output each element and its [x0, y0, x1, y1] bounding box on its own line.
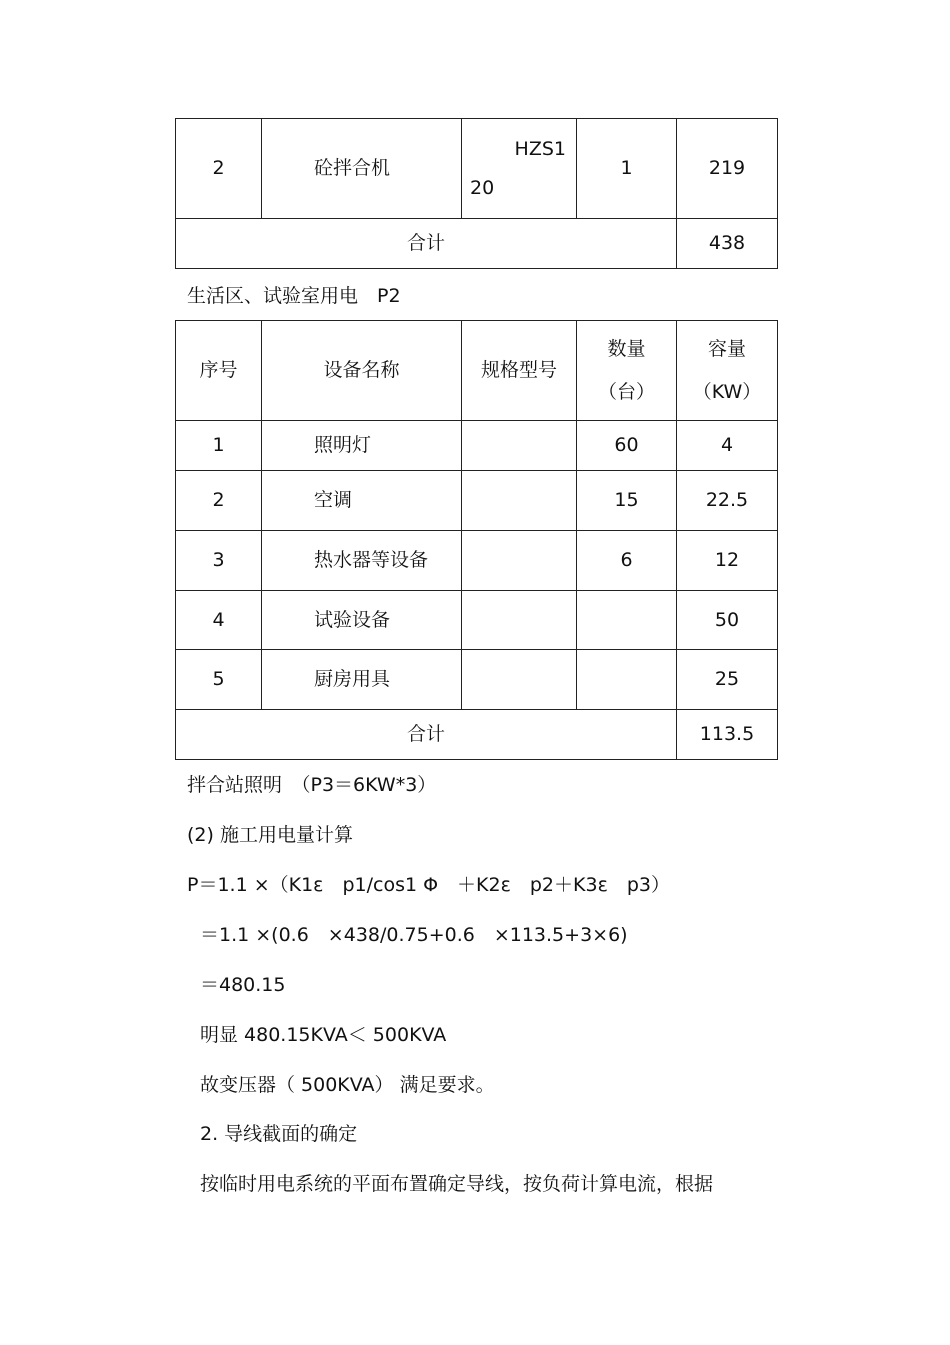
conclusion-line: 故变压器（ 500KVA） 满足要求。	[200, 1074, 495, 1096]
equipment-qty	[577, 591, 677, 650]
calc-title: (2) 施工用电量计算	[187, 824, 353, 846]
equipment-spec	[462, 421, 577, 471]
table-row	[176, 591, 778, 650]
header-name: 设备名称	[262, 321, 462, 421]
equipment-capacity: 4	[677, 421, 778, 471]
paragraph-line: 按临时用电系统的平面布置确定导线，按负荷计算电流，根据	[200, 1173, 714, 1195]
total-label: 合计	[176, 710, 677, 760]
row-number: 2	[176, 119, 262, 219]
formula-step-2: ＝480.15	[200, 974, 286, 996]
equipment-capacity: 50	[677, 591, 778, 650]
header-capacity	[677, 321, 778, 421]
header-qty	[577, 321, 677, 421]
total-row	[176, 219, 778, 269]
equipment-name: 试验设备	[262, 591, 462, 650]
equipment-table-p2	[175, 320, 778, 760]
section-p2-title: 生活区、试验室用电 P2	[187, 285, 401, 307]
p3-line: 拌合站照明 （P3＝6KW*3）	[187, 774, 437, 796]
equipment-name: 空调	[262, 471, 462, 531]
header-cap-line-1: 容量	[707, 337, 746, 360]
row-number: 2	[176, 471, 262, 531]
spec-line-2: 20	[470, 176, 495, 199]
equipment-spec	[462, 119, 577, 219]
header-no: 序号	[176, 321, 262, 421]
equipment-capacity: 12	[677, 531, 778, 591]
equipment-capacity: 25	[677, 650, 778, 710]
table-header-row	[176, 321, 778, 421]
equipment-qty: 60	[577, 421, 677, 471]
row-number: 4	[176, 591, 262, 650]
spec-line-1: HZS1	[514, 137, 566, 160]
table-row	[176, 650, 778, 710]
header-qty-line-2: （台）	[597, 380, 655, 403]
equipment-capacity: 22.5	[677, 471, 778, 531]
equipment-name: 砼拌合机	[262, 119, 462, 219]
formula-step-1: ＝1.1 ×(0.6 ×438/0.75+0.6 ×113.5+3×6)	[200, 924, 628, 946]
equipment-spec	[462, 531, 577, 591]
comparison-line: 明显 480.15KVA＜ 500KVA	[200, 1024, 447, 1046]
equipment-capacity: 219	[677, 119, 778, 219]
formula-line: P＝1.1 ×（K1ε p1/cos1 Φ ＋K2ε p2＋K3ε p3）	[187, 874, 670, 896]
equipment-qty: 15	[577, 471, 677, 531]
equipment-name: 厨房用具	[262, 650, 462, 710]
table-row	[176, 119, 778, 219]
header-qty-line-1: 数量	[607, 337, 646, 360]
header-cap-line-2: （KW）	[692, 380, 762, 403]
equipment-table-p1	[175, 118, 778, 269]
equipment-qty	[577, 650, 677, 710]
table-row	[176, 421, 778, 471]
equipment-qty: 6	[577, 531, 677, 591]
table-row	[176, 531, 778, 591]
equipment-name: 热水器等设备	[262, 531, 462, 591]
equipment-spec	[462, 471, 577, 531]
equipment-spec	[462, 650, 577, 710]
equipment-spec	[462, 591, 577, 650]
row-number: 1	[176, 421, 262, 471]
header-spec: 规格型号	[462, 321, 577, 421]
equipment-qty: 1	[577, 119, 677, 219]
total-value: 113.5	[677, 710, 778, 760]
total-label: 合计	[176, 219, 677, 269]
total-row	[176, 710, 778, 760]
total-value: 438	[677, 219, 778, 269]
row-number: 3	[176, 531, 262, 591]
section-2-heading: 2. 导线截面的确定	[200, 1123, 358, 1145]
row-number: 5	[176, 650, 262, 710]
equipment-name: 照明灯	[262, 421, 462, 471]
table-row	[176, 471, 778, 531]
